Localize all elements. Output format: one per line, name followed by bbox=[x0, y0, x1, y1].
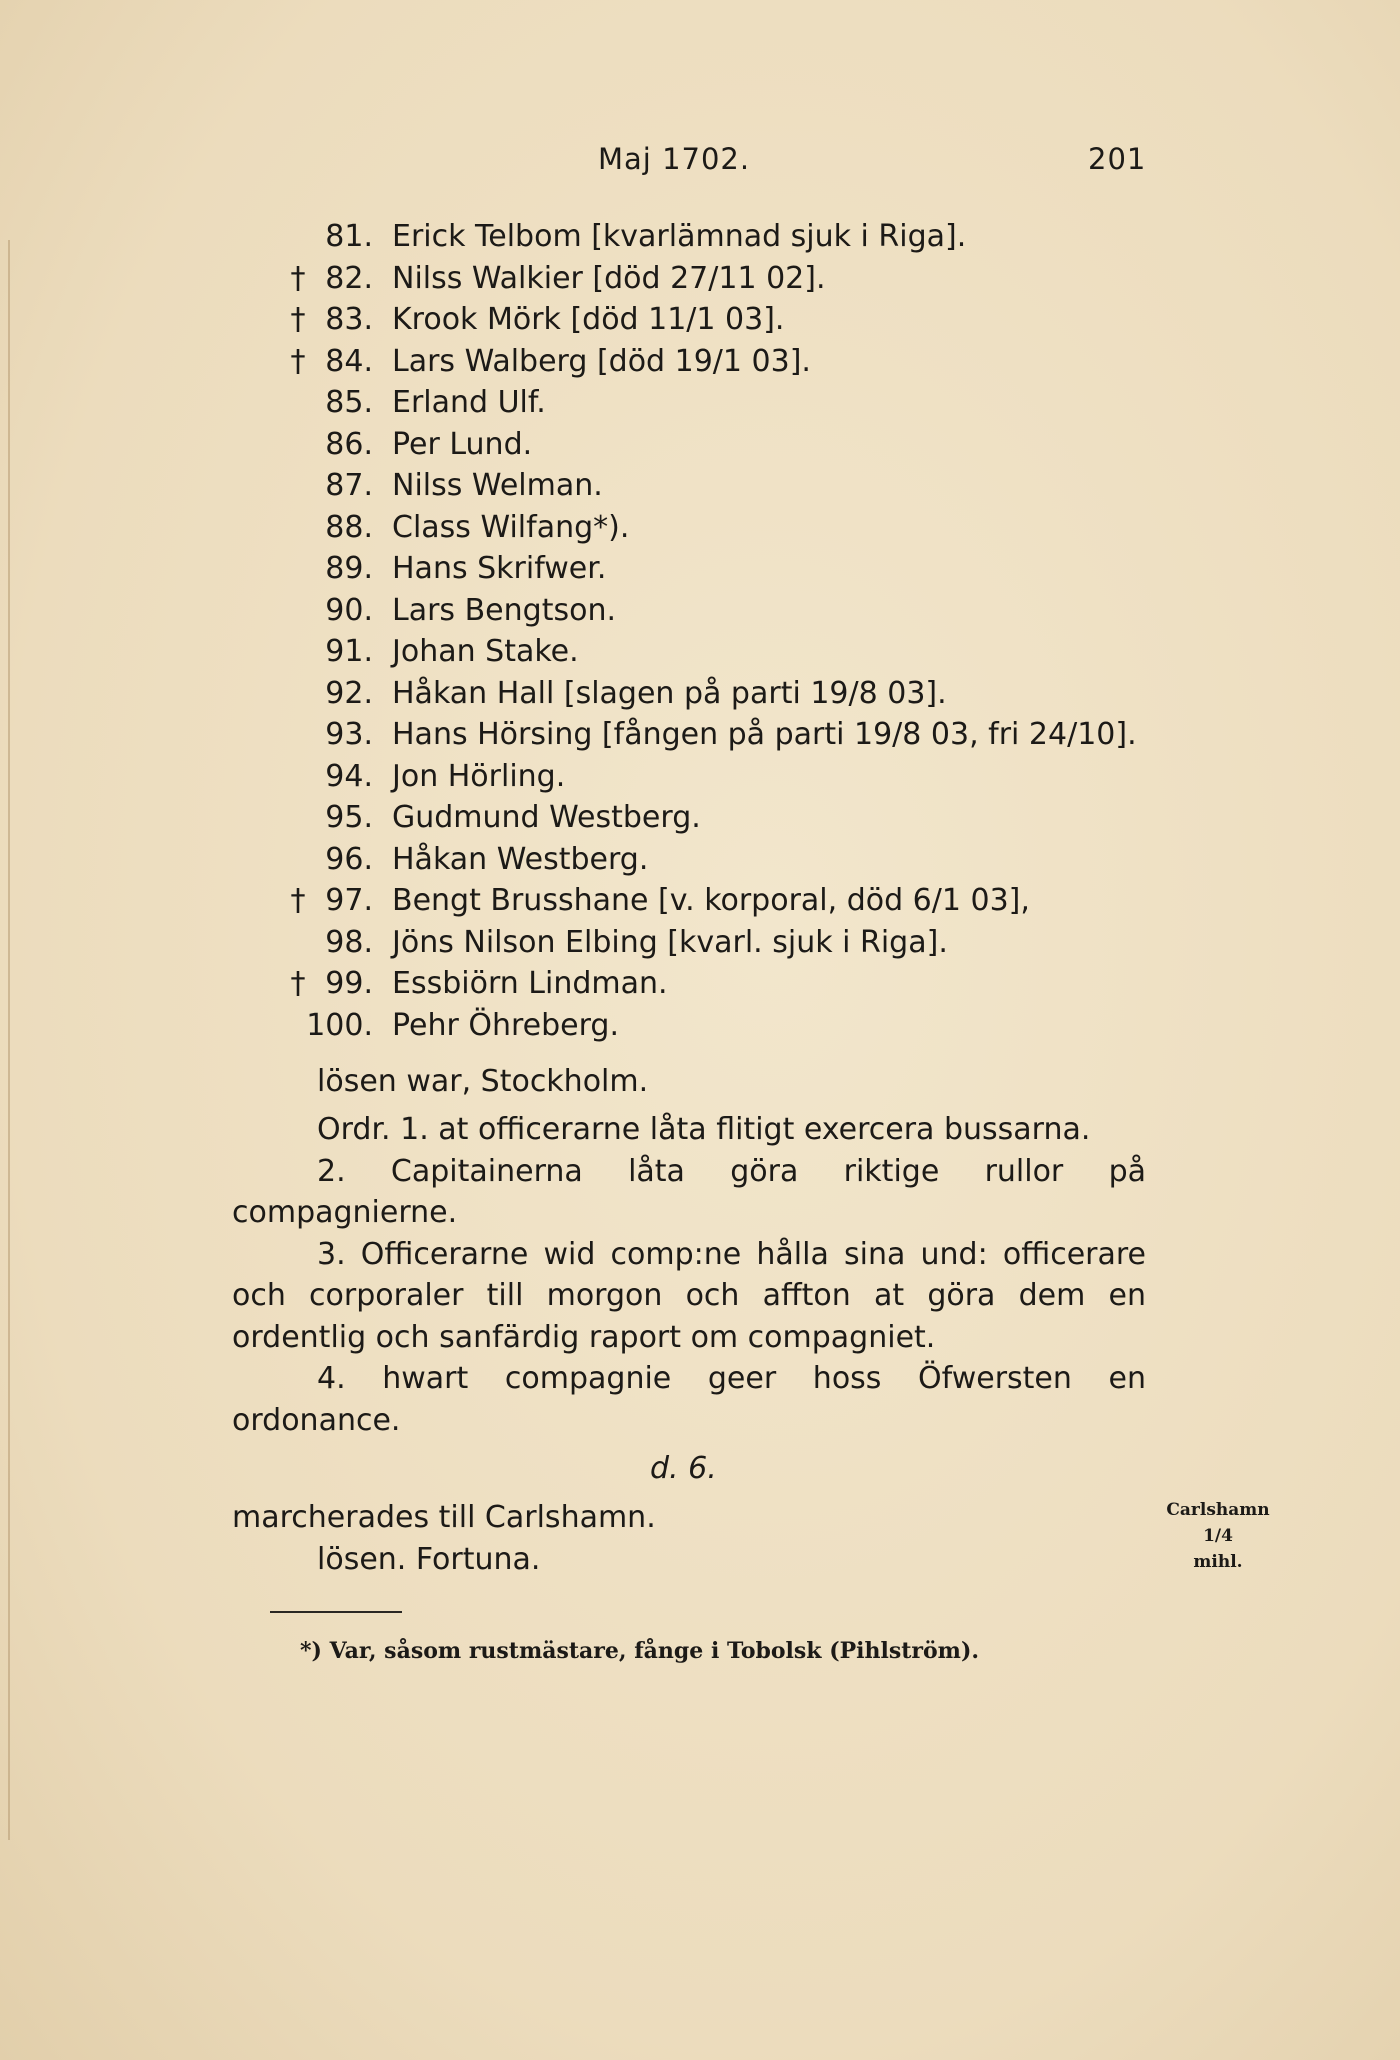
margin-note-line-1: Carlshamn 1/4 bbox=[1166, 1500, 1270, 1546]
roster-row bbox=[0, 631, 1400, 673]
orders-section bbox=[232, 1109, 1146, 1441]
password-text-2: lösen. Fortuna. bbox=[317, 1541, 541, 1577]
roster-row bbox=[0, 922, 1400, 964]
roster-row bbox=[0, 673, 1400, 715]
roster-name: Johan Stake. bbox=[392, 634, 579, 669]
roster-number: 95. bbox=[325, 800, 373, 835]
roster-number: 81. bbox=[325, 219, 373, 254]
roster-name: Krook Mörk [död 11/1 03]. bbox=[392, 302, 785, 337]
roster-row bbox=[0, 216, 1400, 258]
roster-number: 92. bbox=[325, 675, 373, 711]
order-2: 2. Capitainerna låta göra riktige rullor på compagnierne. bbox=[232, 1153, 1146, 1230]
roster-name: Per Lund. bbox=[392, 426, 533, 462]
roster-number: 96. bbox=[325, 841, 373, 877]
roster-name: Nilss Welman. bbox=[392, 468, 603, 503]
roster-number: 84. bbox=[325, 343, 373, 379]
roster-number: 90. bbox=[325, 592, 373, 628]
roster-row bbox=[0, 1005, 1400, 1047]
roster-name: Håkan Westberg. bbox=[392, 841, 649, 877]
roster-row bbox=[0, 756, 1400, 798]
roster-name: Hans Hörsing [fången på parti 19/8 03, fri 24/10]. bbox=[392, 717, 1137, 752]
roster-row bbox=[0, 548, 1400, 590]
roster-name: Jon Hörling. bbox=[392, 758, 566, 794]
roster-name: Erland Ulf. bbox=[392, 385, 546, 420]
roster-name: Lars Walberg [död 19/1 03]. bbox=[392, 343, 811, 379]
roster-name: Class Wilfang*). bbox=[392, 509, 630, 545]
death-cross-icon: † bbox=[290, 343, 306, 379]
date-heading: d. 6. bbox=[650, 1451, 717, 1486]
roster-name: Lars Bengtson. bbox=[392, 592, 616, 628]
roster-number: 85. bbox=[325, 385, 373, 420]
roster-row bbox=[0, 797, 1400, 839]
roster-name: Essbiörn Lindman. bbox=[392, 966, 668, 1001]
roster-name: Nilss Walkier [död 27/11 02]. bbox=[392, 260, 826, 296]
roster-row bbox=[0, 465, 1400, 507]
death-cross-icon: † bbox=[290, 302, 306, 337]
running-header bbox=[0, 142, 1400, 182]
roster-name: Bengt Brusshane [v. korporal, död 6/1 03], bbox=[392, 883, 1030, 918]
roster-number: 88. bbox=[325, 509, 373, 545]
march-section bbox=[232, 1497, 1146, 1580]
roster-list bbox=[0, 216, 1400, 1046]
margin-note-line-2: mihl. bbox=[1193, 1552, 1243, 1572]
footnote: *) Var, såsom rustmästare, fånge i Tobolsk (Pihlström). bbox=[300, 1638, 980, 1664]
roster-number: 99. bbox=[325, 966, 373, 1001]
order-4: 4. hwart compagnie geer hoss Öfwersten en ordonance. bbox=[232, 1361, 1146, 1438]
footnote-rule bbox=[270, 1611, 402, 1613]
roster-row bbox=[0, 258, 1400, 300]
roster-number: 91. bbox=[325, 634, 373, 669]
roster-row bbox=[0, 590, 1400, 632]
roster-row bbox=[0, 839, 1400, 881]
roster-number: 94. bbox=[325, 758, 373, 794]
header-title: Maj 1702. bbox=[598, 142, 751, 176]
roster-name: Håkan Hall [slagen på parti 19/8 03]. bbox=[392, 675, 947, 711]
roster-number: 87. bbox=[325, 468, 373, 503]
roster-row bbox=[0, 382, 1400, 424]
roster-name: Hans Skrifwer. bbox=[392, 551, 607, 586]
roster-number: 100. bbox=[306, 1007, 373, 1043]
order-3: 3. Officerarne wid comp:ne hålla sina und: officerare och corporaler till morgon och affton at göra dem en ordentlig och sanfärdig raport om compagniet. bbox=[232, 1236, 1146, 1355]
roster-name: Jöns Nilson Elbing [kvarl. sjuk i Riga]. bbox=[392, 924, 948, 960]
roster-row bbox=[0, 880, 1400, 922]
roster-row bbox=[0, 341, 1400, 383]
password-line bbox=[232, 1061, 1146, 1103]
roster-number: 93. bbox=[325, 717, 373, 752]
roster-row bbox=[0, 507, 1400, 549]
order-1: Ordr. 1. at officerarne låta flitigt exercera bussarna. bbox=[317, 1112, 1091, 1147]
page-number: 201 bbox=[1088, 142, 1147, 176]
roster-number: 97. bbox=[325, 883, 373, 918]
margin-note bbox=[1158, 1497, 1278, 1575]
death-cross-icon: † bbox=[290, 966, 306, 1001]
roster-number: 82. bbox=[325, 260, 373, 296]
roster-name: Erick Telbom [kvarlämnad sjuk i Riga]. bbox=[392, 219, 967, 254]
roster-number: 83. bbox=[325, 302, 373, 337]
roster-number: 89. bbox=[325, 551, 373, 586]
roster-row bbox=[0, 963, 1400, 1005]
password-text: lösen war, Stockholm. bbox=[317, 1064, 649, 1099]
roster-number: 98. bbox=[325, 924, 373, 960]
death-cross-icon: † bbox=[290, 883, 306, 918]
death-cross-icon: † bbox=[290, 260, 306, 296]
roster-row bbox=[0, 299, 1400, 341]
roster-row bbox=[0, 714, 1400, 756]
roster-number: 86. bbox=[325, 426, 373, 462]
roster-name: Pehr Öhreberg. bbox=[392, 1007, 620, 1043]
march-text: marcherades till Carlshamn. bbox=[232, 1500, 656, 1535]
roster-name: Gudmund Westberg. bbox=[392, 800, 701, 835]
roster-row bbox=[0, 424, 1400, 466]
